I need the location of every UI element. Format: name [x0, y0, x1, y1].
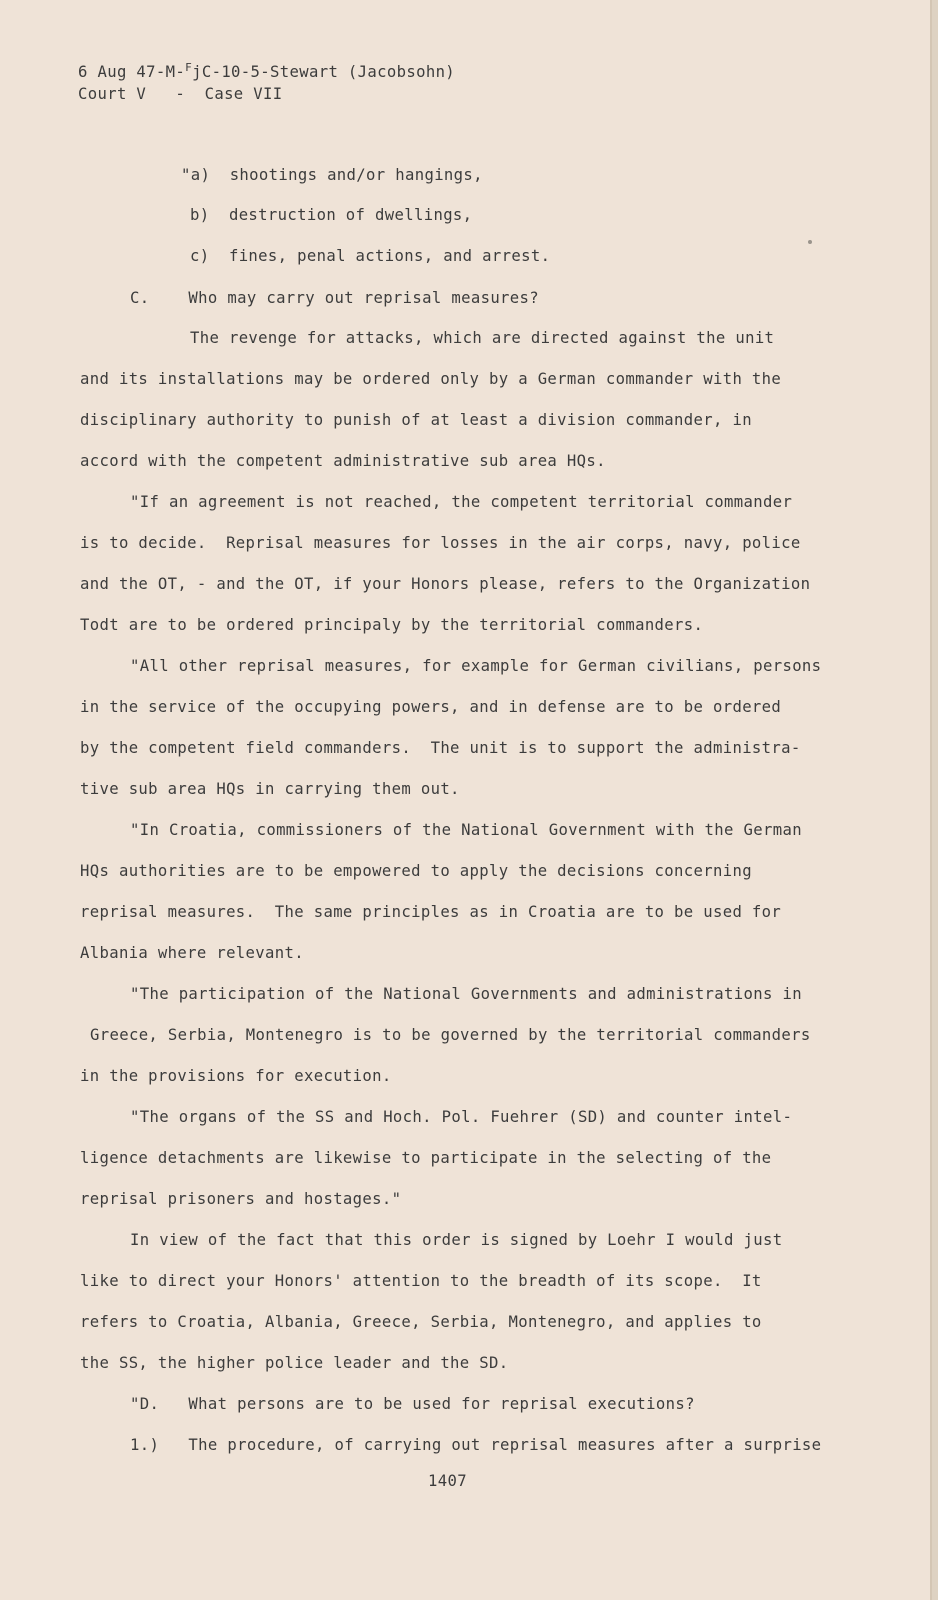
document-header-ref — [78, 62, 455, 82]
text-line: refers to Croatia, Albania, Greece, Serbia, Montenegro, and applies to — [80, 1313, 762, 1331]
text-line: "In Croatia, commissioners of the National Government with the German — [130, 821, 802, 839]
text-line: and its installations may be ordered only by a German commander with the — [80, 370, 782, 388]
text-line: tive sub area HQs in carrying them out. — [80, 780, 460, 798]
text-line: ligence detachments are likewise to participate in the selecting of the — [80, 1149, 772, 1167]
text-line: by the competent field commanders. The unit is to support the administra- — [80, 739, 801, 757]
text-line: C. Who may carry out reprisal measures? — [130, 289, 540, 307]
text-line: the SS, the higher police leader and the SD. — [80, 1354, 509, 1372]
text-line: 1.) The procedure, of carrying out reprisal measures after a surprise — [130, 1436, 822, 1454]
text-line: "The participation of the National Governments and administrations in — [130, 985, 802, 1003]
text-line: disciplinary authority to punish of at least a division commander, in — [80, 411, 752, 429]
header-date: 6 Aug 47-M- — [78, 63, 186, 81]
text-line: Albania where relevant. — [80, 944, 304, 962]
document-header-court: Court V - Case VII — [78, 85, 283, 103]
text-line: Todt are to be ordered principaly by the territorial commanders. — [80, 616, 704, 634]
text-line: reprisal measures. The same principles as in Croatia are to be used for — [80, 903, 782, 921]
text-line: The revenge for attacks, which are directed against the unit — [190, 329, 775, 347]
text-line: "a) shootings and/or hangings, — [181, 166, 483, 184]
text-line: and the OT, - and the OT, if your Honors please, refers to the Organization — [80, 575, 811, 593]
text-line: is to decide. Reprisal measures for losses in the air corps, navy, police — [80, 534, 801, 552]
text-line: "All other reprisal measures, for example for German civilians, persons — [130, 657, 822, 675]
text-line: "The organs of the SS and Hoch. Pol. Fuehrer (SD) and counter intel- — [130, 1108, 793, 1126]
text-line: "If an agreement is not reached, the competent territorial commander — [130, 493, 793, 511]
text-line: "D. What persons are to be used for reprisal executions? — [130, 1395, 695, 1413]
text-line: like to direct your Honors' attention to the breadth of its scope. It — [80, 1272, 762, 1290]
text-line: In view of the fact that this order is signed by Loehr I would just — [130, 1231, 783, 1249]
text-line: HQs authorities are to be empowered to apply the decisions concerning — [80, 862, 752, 880]
text-line: c) fines, penal actions, and arrest. — [190, 247, 551, 265]
page-number: 1407 — [428, 1472, 467, 1490]
text-line: accord with the competent administrative sub area HQs. — [80, 452, 606, 470]
text-line: in the provisions for execution. — [80, 1067, 392, 1085]
text-line: b) destruction of dwellings, — [190, 206, 473, 224]
text-line: reprisal prisoners and hostages." — [80, 1190, 402, 1208]
text-line: Greece, Serbia, Montenegro is to be governed by the territorial commanders — [90, 1026, 811, 1044]
header-ref: jC-10-5-Stewart (Jacobsohn) — [192, 63, 456, 81]
header-superscript: F — [185, 60, 193, 74]
paper-smudge — [808, 240, 812, 244]
text-line: in the service of the occupying powers, and in defense are to be ordered — [80, 698, 782, 716]
